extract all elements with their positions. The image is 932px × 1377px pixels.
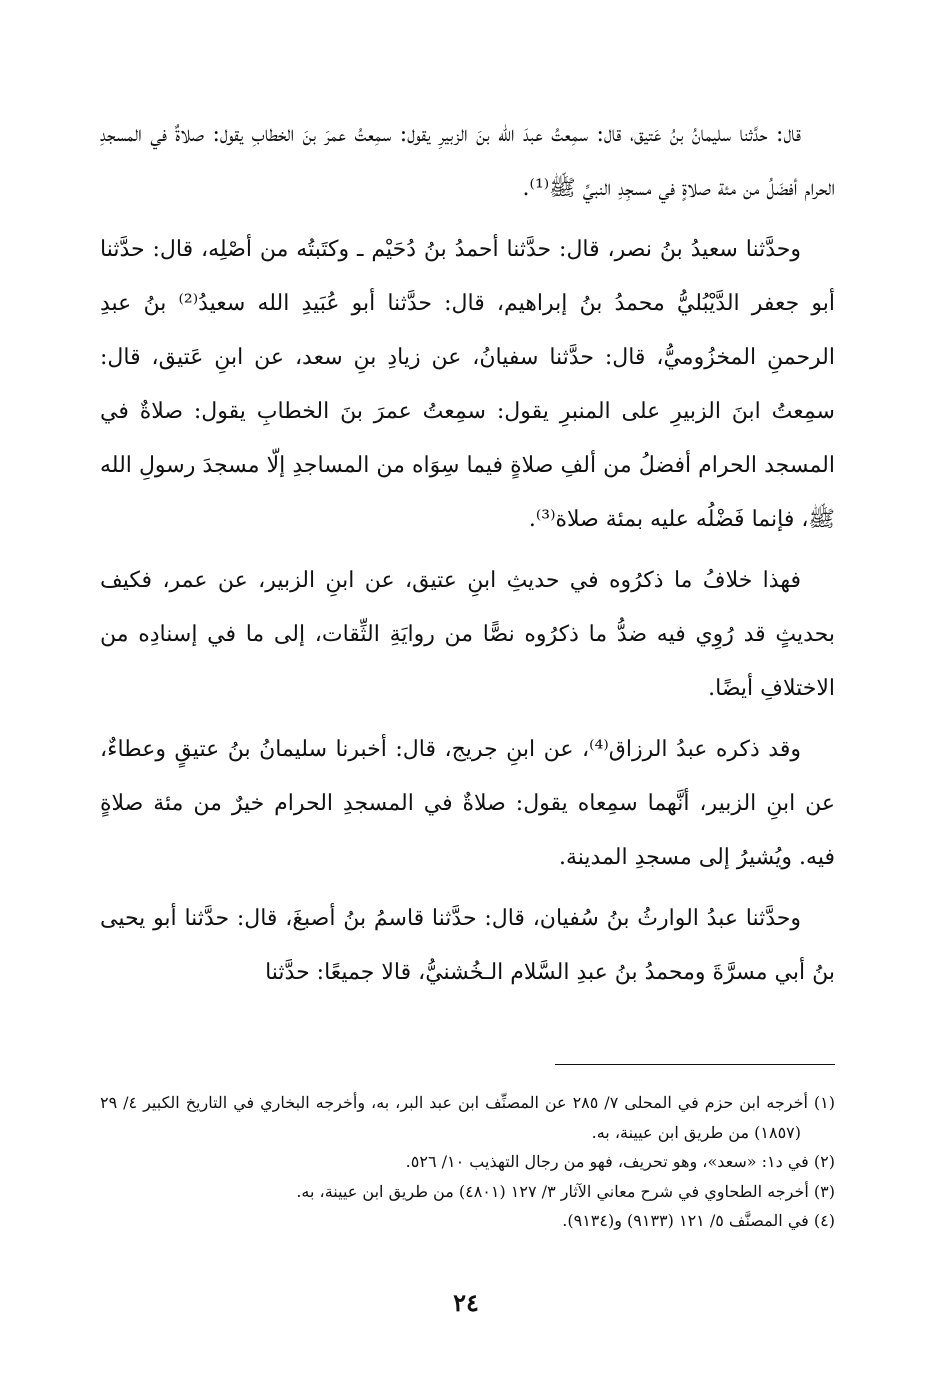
paragraph-2: وحدَّثنا سعيدُ بنُ نصر، قال: حدَّثنا أحمدُ بنُ دُحَيْم ـ وكتَبتُه من أصْلِه، قال: حدَّثنا أبو جعفر الدَّيْبُليُّ محمدُ بنُ إبراهيم، قال: حدَّثنا أبو عُبَيدِ الله سعيدُ⁽²⁾ بنُ عبدِ الرحمنِ المخزُوميُّ، قال: حدَّثنا سفيانُ، عن زيادِ بنِ سعد، عن ابنِ عَتيق، قال: سمِعتُ ابنَ الزبيرِ على المنبرِ يقول: سمِعتُ عمرَ بنَ الخطابِ يقول: صلاةٌ في المسجد الحرام أفضلُ من ألفِ صلاةٍ فيما سِوَاه من المساجدِ إلّا مسجدَ رسولِ الله ﷺ، فإنما فَضْلُه عليه بمئة صلاة⁽³⁾. <box>100 237 835 532</box>
footnote-4: (٤) في المصنَّف ٥/ ١٢١ (٩١٣٣) و(٩١٣٤). <box>562 1211 835 1230</box>
paragraph-5: وحدَّثنا عبدُ الوارثُ بنُ سُفيان، قال: حدَّثنا قاسمُ بنُ أصبغَ، قال: حدَّثنا أبو يحيى بنُ أبي مسرَّةَ ومحمدُ بنُ عبدِ السَّلام الـخُشنيُّ، قالا جميعًا: حدَّثنا <box>100 906 835 985</box>
footnote-divider <box>555 1064 835 1065</box>
paragraph-4: وقد ذكره عبدُ الرزاق⁽⁴⁾، عن ابنِ جريج، قال: أخبرنا سليمانُ بنُ عتيقٍ وعطاءٌ، عن ابنِ الزبير، أنَّهما سمِعاه يقول: صلاةٌ في المسجدِ الحرام خيرٌ من مئة صلاةٍ فيه. ويُشيرُ إلى مسجدِ المدينة. <box>100 737 835 870</box>
footnotes <box>100 1088 835 1236</box>
page-number: ٢٤ <box>453 1288 479 1317</box>
paragraph-1: قال: حدَّثنا سليمانُ بنُ عَتيق، قال: سمِعتُ عبدَ الله بنَ الزبيرِ يقول: سمِعتُ عمرَ بنَ الخطابِ يقول: صلاةٌ في المسجدِ الحرام أفضَلُ من مئة صلاةٍ في مسجِدِ النبيِّ ﷺ⁽¹⁾. <box>100 122 835 201</box>
main-text <box>100 108 835 1007</box>
footnote-1: (١) أخرجه ابن حزم في المحلى ٧/ ٢٨٥ عن المصنِّف ابن عبد البر، به، وأخرجه البخاري في التاريخ الكبير ٤/ ٢٩ (١٨٥٧) من طريق ابن عيينة، به. <box>100 1093 836 1142</box>
paragraph-3: فهذا خلافُ ما ذكرُوه في حديثِ ابنِ عتيق، عن ابنِ الزبير، عن عمر، فكيف بحديثٍ قد رُوِي فيه ضدُّ ما ذكرُوه نصًّا من روايَةِ الثِّقات، إلى ما في إسنادِه من الاختلافِ أيضًا. <box>100 568 835 701</box>
footnote-2: (٢) في د١: «سعد»، وهو تحريف، فهو من رجال التهذيب ١٠/ ٥٢٦. <box>405 1152 835 1171</box>
footnote-3: (٣) أخرجه الطحاوي في شرح معاني الآثار ٣/ ١٢٧ (٤٨٠١) من طريق ابن عيينة، به. <box>296 1181 835 1201</box>
